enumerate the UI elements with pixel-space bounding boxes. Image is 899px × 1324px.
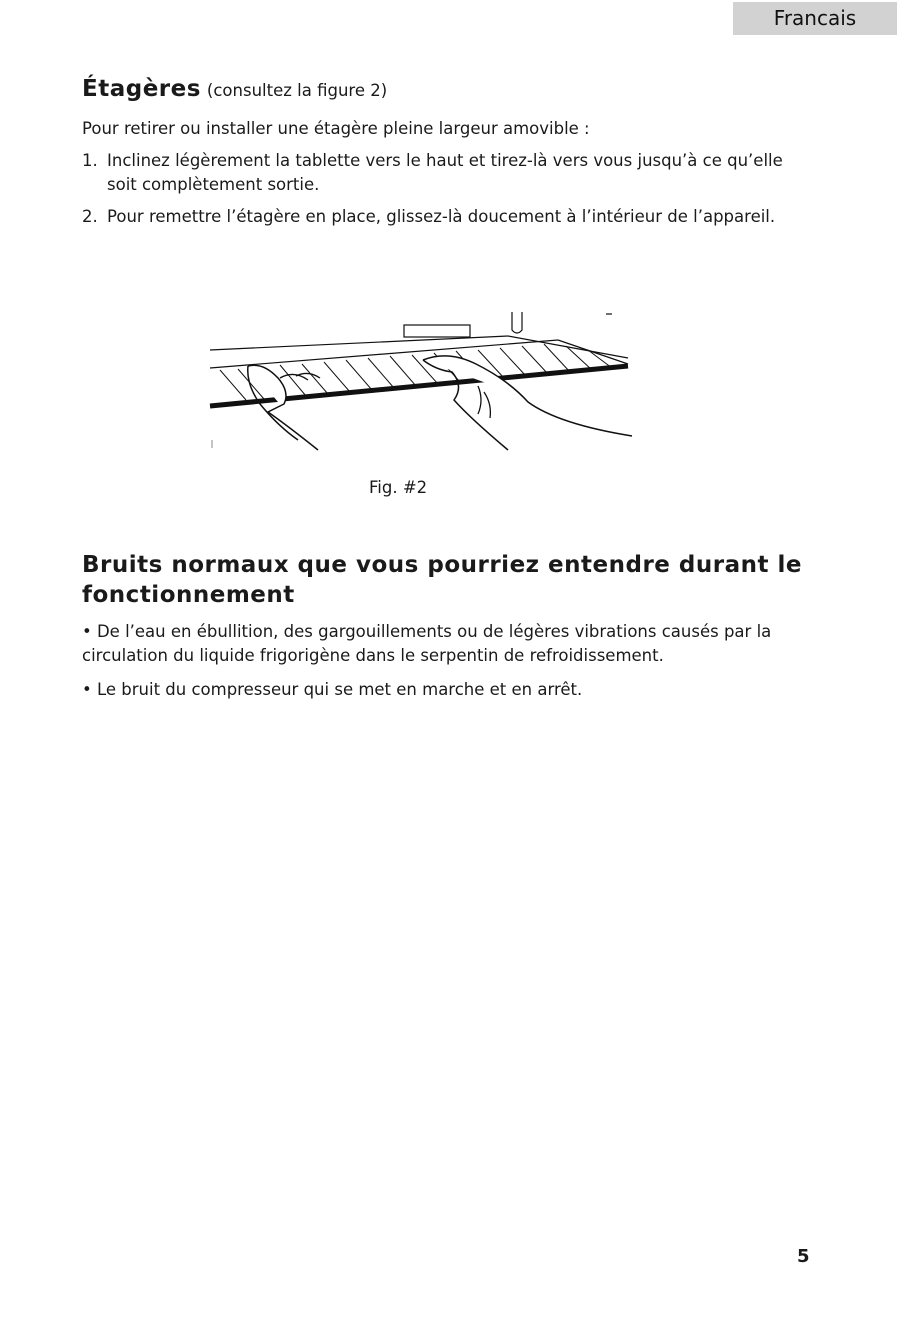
shelves-title: Étagères bbox=[82, 76, 201, 102]
shelves-subtitle: (consultez la figure 2) bbox=[206, 81, 388, 100]
section-title-shelves bbox=[82, 76, 387, 102]
bullet-item: • Le bruit du compresseur qui se met en marche et en arrêt. bbox=[82, 680, 583, 699]
bullet-item: • De l’eau en ébullition, des gargouillements ou de légères vibrations causés par la circulation du liquide frigorigène dans le serpentin de refroidissement. bbox=[82, 622, 772, 665]
step-text: Inclinez légèrement la tablette vers le haut et tirez-là vers vous jusqu’à ce qu’elle soit complètement sortie. bbox=[107, 151, 783, 194]
shelf-illustration bbox=[208, 300, 638, 455]
step-number: 1. bbox=[82, 151, 98, 170]
section-title-noises: Bruits normaux que vous pourriez entendre durant le fonctionnement bbox=[82, 552, 802, 608]
figure-caption: Fig. #2 bbox=[369, 478, 428, 497]
step-number: 2. bbox=[82, 207, 98, 226]
language-tab: Francais bbox=[733, 2, 897, 35]
page-number: 5 bbox=[797, 1246, 810, 1267]
step-text: Pour remettre l’étagère en place, glissez-là doucement à l’intérieur de l’appareil. bbox=[107, 207, 776, 226]
shelves-intro: Pour retirer ou installer une étagère pleine largeur amovible : bbox=[82, 119, 590, 138]
